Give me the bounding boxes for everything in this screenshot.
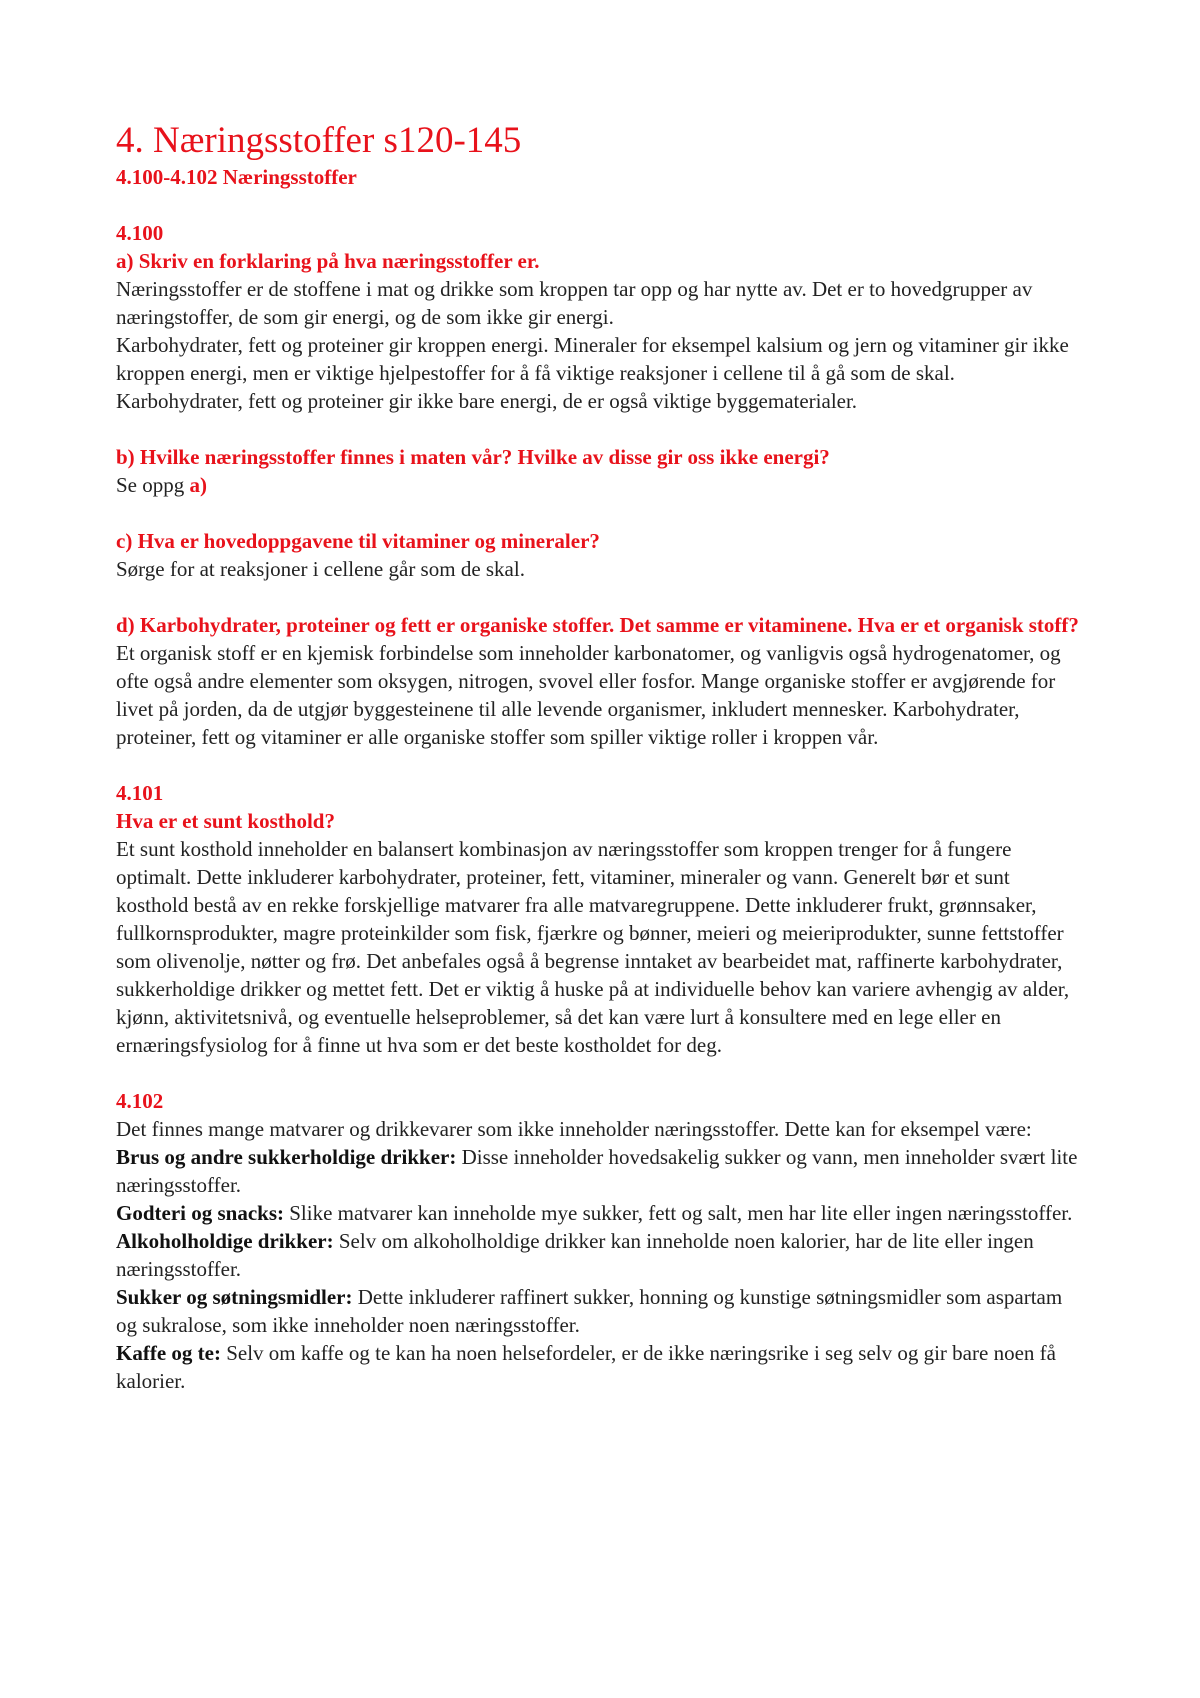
- section-4-100-a: [116, 219, 1084, 415]
- answer-a-paragraph-2: Karbohydrater, fett og proteiner gir kroppen energi. Mineraler for eksempel kalsium og jern og vitaminer gir ikke kroppen energi, men er viktige hjelpestoffer for å få viktige reaksjoner i cellene til å gå som de skal. Karbohydrater, fett og proteiner gir ikke bare energi, de er også viktige byggematerialer.: [116, 333, 1069, 413]
- answer-a-paragraph-1: Næringsstoffer er de stoffene i mat og drikke som kroppen tar opp og har nytte av. Det er to hovedgrupper av næringstoffer, de som gir energi, og de som ikke gir energi.: [116, 277, 1033, 329]
- answer-b: [116, 471, 1084, 499]
- answer-4-101: Et sunt kosthold inneholder en balansert kombinasjon av næringsstoffer som kroppen trenger for å fungere optimalt. Dette inkluderer karbohydrater, proteiner, fett, vitaminer, mineraler og vann. Generelt bør et sunt kosthold bestå av en rekke forskjellige matvarer fra alle matvaregruppene. Dette inkluderer frukt, grønnsaker, fullkornsprodukter, magre proteinkilder som fisk, fjærkre og bønner, meieri og meieriprodukter, sunne fettstoffer som olivenolje, nøtter og frø. Det anbefales også å begrense inntaket av bearbeidet mat, raffinerte karbohydrater, sukkerholdige drikker og mettet fett. Det er viktig å huske på at individuelle behov kan variere avhengig av alder, kjønn, aktivitetsnivå, og eventuelle helseproblemer, så det kan være lurt å konsultere med en lege eller en ernæringsfysiolog for å finne ut hva som er det beste kostholdet for deg.: [116, 837, 1070, 1057]
- document-page: [116, 118, 1084, 1395]
- list-item-term: Brus og andre sukkerholdige drikker:: [116, 1145, 457, 1169]
- document-title: 4. Næringsstoffer s120-145: [116, 120, 522, 161]
- question-d: d) Karbohydrater, proteiner og fett er organiske stoffer. Det samme er vitaminene. Hva er et organisk stoff?: [116, 613, 1079, 637]
- list-item-text: Selv om kaffe og te kan ha noen helsefordeler, er de ikke næringsrike i seg selv og gir bare noen få kalorier.: [116, 1341, 1056, 1393]
- list-item: [116, 1339, 1084, 1395]
- list-item: [116, 1283, 1084, 1339]
- section-4-100-d: [116, 611, 1084, 751]
- list-item-term: Kaffe og te:: [116, 1341, 221, 1365]
- list-item-term: Godteri og snacks:: [116, 1201, 284, 1225]
- list-item: [116, 1227, 1084, 1283]
- section-4-101: [116, 779, 1084, 1059]
- section-4-100-c: [116, 527, 1084, 583]
- answer-c: Sørge for at reaksjoner i cellene går som de skal.: [116, 557, 525, 581]
- answer-d: Et organisk stoff er en kjemisk forbindelse som inneholder karbonatomer, og vanligvis også hydrogenatomer, og ofte også andre elementer som oksygen, nitrogen, svovel eller fosfor. Mange organiske stoffer er avgjørende for livet på jorden, da de utgjør byggesteinene til alle levende organismer, inkludert mennesker. Karbohydrater, proteiner, fett og vitaminer er alle organiske stoffer som spiller viktige roller i kroppen vår.: [116, 641, 1061, 749]
- document-subtitle: 4.100-4.102 Næringsstoffer: [116, 165, 357, 189]
- question-c: c) Hva er hovedoppgavene til vitaminer og mineraler?: [116, 529, 600, 553]
- section-heading-4-100: 4.100: [116, 221, 164, 245]
- question-b: b) Hvilke næringsstoffer finnes i maten vår? Hvilke av disse gir oss ikke energi?: [116, 445, 830, 469]
- list-item-text: Dette inkluderer raffinert sukker, honning og kunstige søtningsmidler som aspartam og sukralose, som ikke inneholder noen næringsstoffer.: [116, 1285, 1063, 1337]
- section-4-100-b: [116, 443, 1084, 499]
- section-heading-4-102: 4.102: [116, 1089, 164, 1113]
- question-a: a) Skriv en forklaring på hva næringsstoffer er.: [116, 249, 540, 273]
- list-item-term: Alkoholholdige drikker:: [116, 1229, 334, 1253]
- list-item-term: Sukker og søtningsmidler:: [116, 1285, 353, 1309]
- intro-4-102: Det finnes mange matvarer og drikkevarer som ikke inneholder næringsstoffer. Dette kan for eksempel være:: [116, 1117, 1032, 1141]
- list-item: [116, 1199, 1084, 1227]
- answer-b-prefix: Se oppg: [116, 473, 190, 497]
- section-heading-4-101: 4.101: [116, 781, 164, 805]
- answer-b-reference: a): [189, 473, 207, 497]
- section-4-102: [116, 1087, 1084, 1395]
- list-item-text: Disse inneholder hovedsakelig sukker og vann, men inneholder svært lite næringsstoffer.: [116, 1145, 1078, 1197]
- list-item: [116, 1143, 1084, 1199]
- list-item-text: Slike matvarer kan inneholde mye sukker, fett og salt, men har lite eller ingen næringsstoffer.: [284, 1201, 1073, 1225]
- list-item-text: Selv om alkoholholdige drikker kan inneholde noen kalorier, har de lite eller ingen næringsstoffer.: [116, 1229, 1034, 1281]
- question-4-101: Hva er et sunt kosthold?: [116, 809, 335, 833]
